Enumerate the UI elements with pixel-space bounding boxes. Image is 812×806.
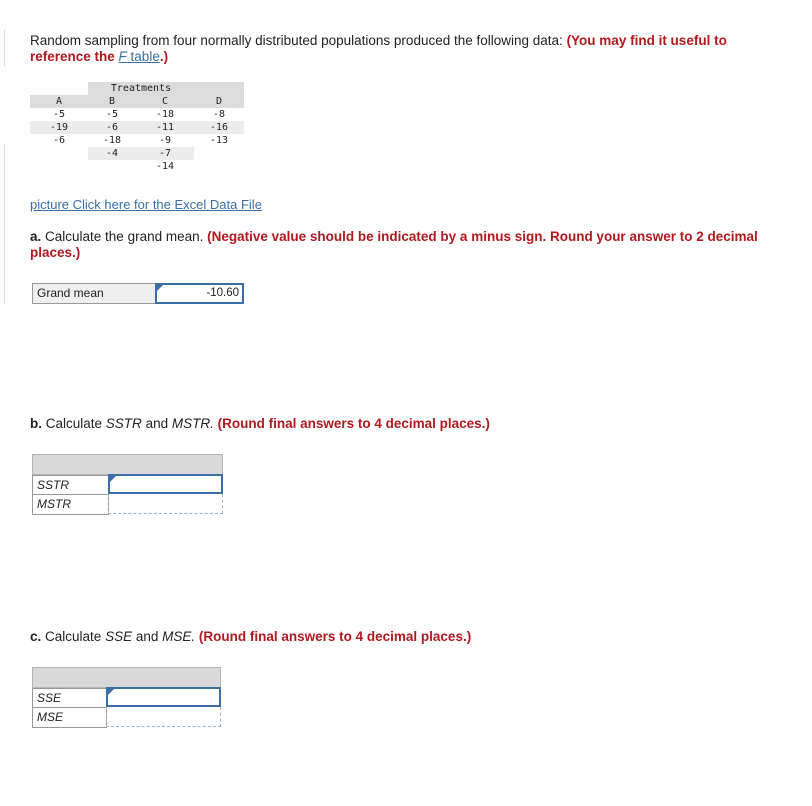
- table-cell: -18: [88, 134, 136, 147]
- table-cell: -9: [136, 134, 194, 147]
- table-cell: [194, 147, 244, 160]
- table-cell: -6: [30, 134, 88, 147]
- grand-mean-label: Grand mean: [32, 283, 156, 304]
- table-row: [30, 121, 244, 134]
- sstr-input[interactable]: [108, 474, 223, 494]
- part-b-table-header: [32, 454, 223, 475]
- table-row: [30, 147, 244, 160]
- table-cell: -11: [136, 121, 194, 134]
- table-cell: -4: [88, 147, 136, 160]
- table-cell: [194, 160, 244, 173]
- table-row: [30, 134, 244, 147]
- mstr-label: MSTR: [32, 495, 109, 515]
- sstr-label: SSTR: [32, 475, 109, 495]
- table-cell: -5: [30, 108, 88, 121]
- excel-data-link[interactable]: picture Click here for the Excel Data File: [30, 197, 262, 212]
- table-cell: -19: [30, 121, 88, 134]
- table-cell: [30, 147, 88, 160]
- table-cell: -13: [194, 134, 244, 147]
- column-header: C: [136, 95, 194, 108]
- table-cell: -6: [88, 121, 136, 134]
- sse-label: SSE: [32, 688, 107, 708]
- left-edge-marker: [0, 144, 5, 304]
- column-header: D: [194, 95, 244, 108]
- part-c-table-header: [32, 667, 221, 688]
- table-cell: -18: [136, 108, 194, 121]
- flag-icon: [110, 476, 116, 482]
- table-cell: -16: [194, 121, 244, 134]
- column-header: B: [88, 95, 136, 108]
- flag-icon: [108, 689, 114, 695]
- part-c-question: c. Calculate SSE and MSE. (Round final answers to 4 decimal places.): [30, 629, 472, 644]
- part-a-question: a. Calculate the grand mean. (Negative value should be indicated by a minus sign. Round your answer to 2 decimal places.): [30, 229, 758, 260]
- flag-icon: [157, 285, 163, 291]
- table-cell: [30, 160, 88, 173]
- intro-paragraph: [30, 33, 790, 65]
- column-header: A: [30, 95, 88, 108]
- part-b-question: b. Calculate SSTR and MSTR. (Round final answers to 4 decimal places.): [30, 416, 490, 431]
- table-row: [30, 108, 244, 121]
- table-row: [30, 160, 244, 173]
- treatments-table: [30, 82, 244, 173]
- table-cell: -7: [136, 147, 194, 160]
- mse-input[interactable]: [106, 707, 221, 727]
- table-cell: [88, 160, 136, 173]
- mstr-input[interactable]: [108, 494, 223, 514]
- grand-mean-value: -10.60: [206, 287, 239, 299]
- ftable-link-italic[interactable]: F: [118, 49, 127, 64]
- table-cell: -8: [194, 108, 244, 121]
- intro-note: (You may find it useful to reference the F table.): [30, 33, 727, 64]
- left-edge-marker: [0, 30, 5, 66]
- table-cell: -14: [136, 160, 194, 173]
- treatments-title: Treatments: [88, 82, 194, 95]
- sse-input[interactable]: [106, 687, 221, 707]
- intro-text: Random sampling from four normally distributed populations produced the following data:: [30, 33, 563, 48]
- grand-mean-input[interactable]: [155, 283, 244, 304]
- mse-label: MSE: [32, 708, 107, 728]
- table-cell: -5: [88, 108, 136, 121]
- ftable-link[interactable]: table: [126, 49, 160, 64]
